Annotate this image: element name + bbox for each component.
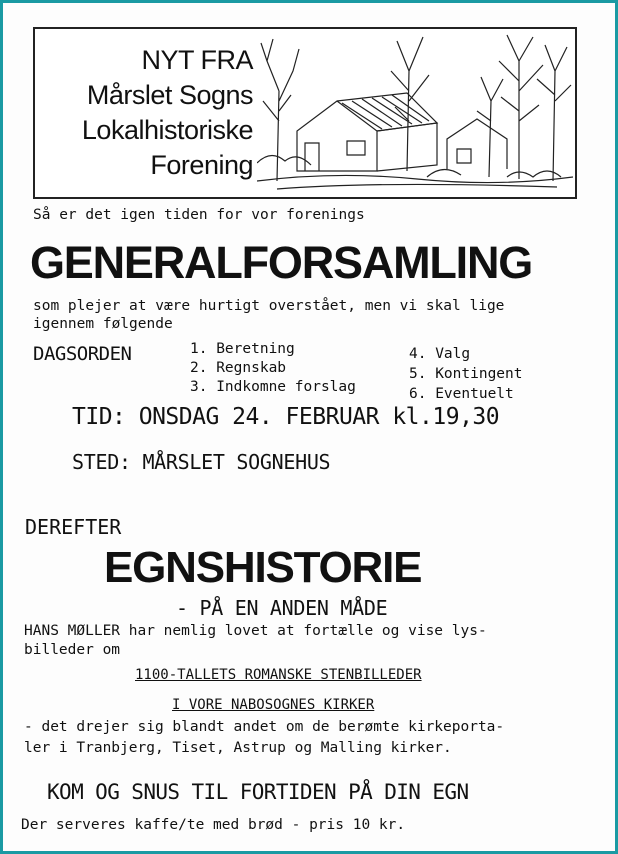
agenda-item: 3. Indkomne forslag: [190, 379, 356, 395]
agenda-item: 6. Eventuelt: [409, 386, 514, 402]
header-box: [33, 27, 577, 199]
title-line: Mårslet Sogns: [86, 80, 253, 110]
speaker-paragraph: [24, 622, 487, 660]
agenda-list-right: [409, 344, 523, 404]
agenda-item: 4. Valg: [409, 346, 471, 362]
headline-generalforsamling: GENERALFORSAMLING: [30, 237, 533, 288]
slogan: KOM OG SNUS TIL FORTIDEN PÅ DIN EGN: [47, 780, 469, 804]
lead-line: igennem følgende: [33, 316, 173, 332]
speaker-line: billeder om: [24, 642, 121, 658]
after-label: DEREFTER: [25, 515, 122, 539]
agenda-label: DAGSORDEN: [33, 343, 132, 365]
title-line: NYT FRA: [141, 45, 253, 75]
topic-line-2: I VORE NABOSOGNES KIRKER: [172, 697, 375, 713]
headline-egnshistorie: EGNSHISTORIE: [104, 543, 422, 592]
meeting-time: TID: ONSDAG 24. FEBRUAR kl.19,30: [72, 404, 500, 430]
topic-line-1: 1100-TALLETS ROMANSKE STENBILLEDER: [135, 667, 422, 683]
agenda-item: 5. Kontingent: [409, 366, 523, 382]
agenda-item: 1. Beretning: [190, 341, 295, 357]
footer-note: Der serveres kaffe/te med brød - pris 10 kr.: [21, 817, 406, 833]
details-line: ler i Tranbjerg, Tiset, Astrup og Malling kirker.: [24, 740, 452, 756]
subheadline: - PÅ EN ANDEN MÅDE: [176, 596, 388, 620]
lead-paragraph: [33, 297, 504, 333]
intro-text: Så er det igen tiden for vor forenings: [33, 207, 365, 223]
details-paragraph: [24, 717, 504, 759]
title-line: Lokalhistoriske: [81, 115, 253, 145]
newsletter-title: [45, 43, 253, 183]
details-line: - det drejer sig blandt andet om de berømte kirkeporta-: [24, 719, 505, 735]
agenda-item: 2. Regnskab: [190, 360, 287, 376]
title-line: Forening: [150, 150, 253, 180]
speaker-line: HANS MØLLER har nemlig lovet at fortælle og vise lys-: [24, 623, 487, 639]
agenda-list-left: [190, 340, 356, 397]
village-sketch-illustration: [257, 31, 573, 193]
meeting-place: STED: MÅRSLET SOGNEHUS: [72, 450, 331, 474]
lead-line: som plejer at være hurtigt overstået, men vi skal lige: [33, 298, 505, 314]
